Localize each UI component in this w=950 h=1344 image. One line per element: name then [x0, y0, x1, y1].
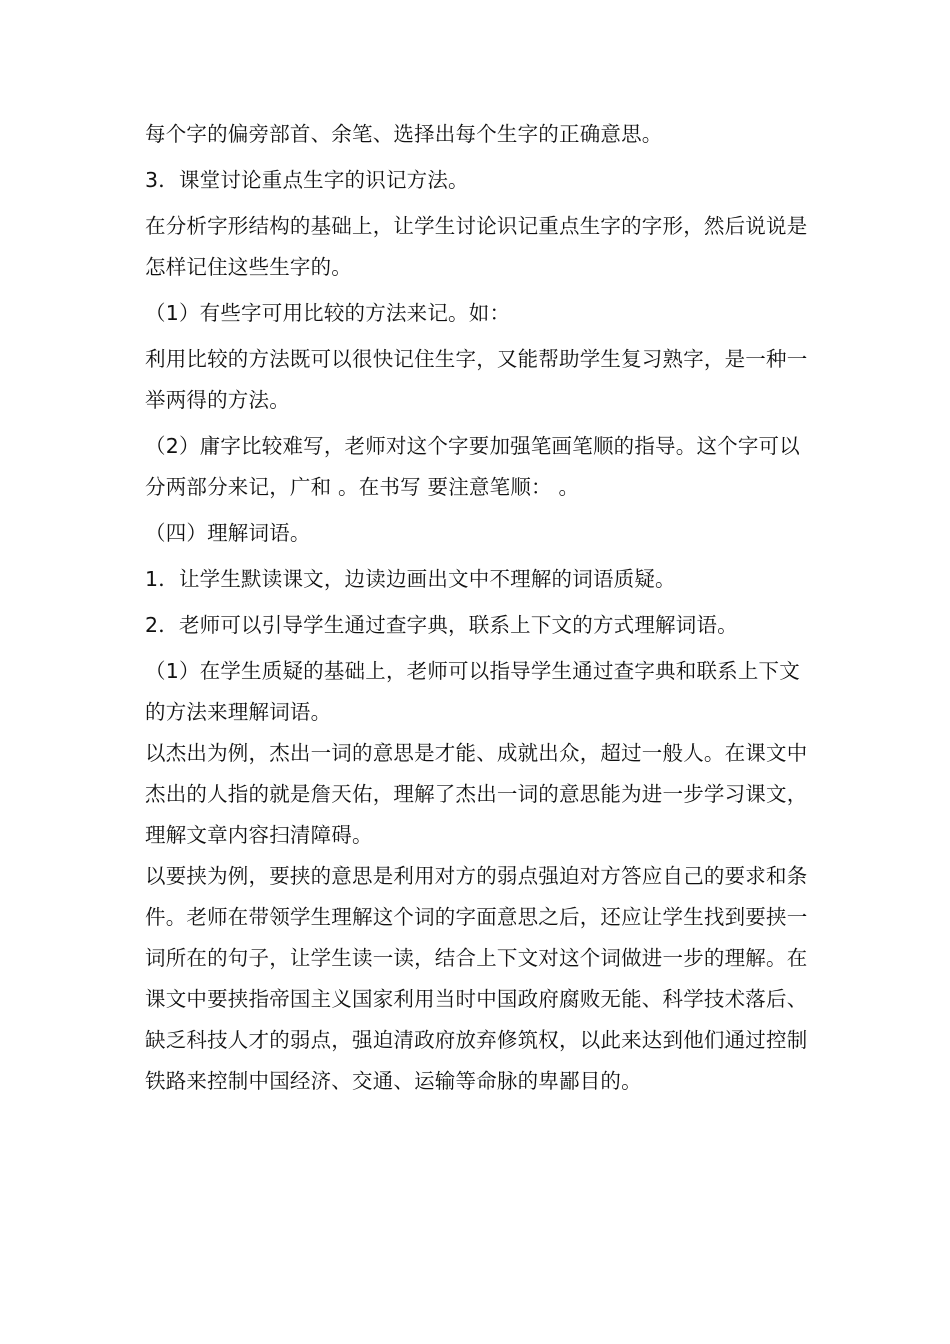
paragraph-4: （1）有些字可用比较的方法来记。如：	[145, 301, 511, 325]
document-body	[145, 114, 815, 1102]
paragraph-1: 每个字的偏旁部首、余笔、选择出每个生字的正确意思。	[145, 122, 663, 146]
paragraph-5: 利用比较的方法既可以很快记住生字，又能帮助学生复习熟字，是一种一举两得的方法。	[145, 347, 808, 412]
paragraph-9: 2．老师可以引导学生通过查字典，联系上下文的方式理解词语。	[145, 613, 738, 637]
paragraph-12: 以要挟为例，要挟的意思是利用对方的弱点强迫对方答应自己的要求和条件。老师在带领学生理解这个词的字面意思之后，还应让学生找到要挟一词所在的句子，让学生读一读，结合上下文对这个词做进一步的理解。在课文中要挟指帝国主义国家利用当时中国政府腐败无能、科学技术落后、缺乏科技人才的弱点，强迫清政府放弃修筑权，以此来达到他们通过控制铁路来控制中国经济、交通、运输等命脉的卑鄙目的。	[145, 864, 808, 1093]
paragraph-2: 3．课堂讨论重点生字的识记方法。	[145, 168, 469, 192]
paragraph-11: 以杰出为例，杰出一词的意思是才能、成就出众，超过一般人。在课文中杰出的人指的就是詹天佑，理解了杰出一词的意思能为进一步学习课文，理解文章内容扫清障碍。	[145, 741, 808, 847]
paragraph-3: 在分析字形结构的基础上，让学生讨论识记重点生字的字形，然后说说是怎样记住这些生字的。	[145, 214, 808, 279]
paragraph-8: 1．让学生默读课文，边读边画出文中不理解的词语质疑。	[145, 567, 676, 591]
paragraph-6: （2）庸字比较难写，老师对这个字要加强笔画笔顺的指导。这个字可以分两部分来记，广和 。在书写 要注意笔顺： 。	[145, 434, 800, 499]
paragraph-10: （1）在学生质疑的基础上，老师可以指导学生通过查字典和联系上下文的方法来理解词语。	[145, 659, 800, 724]
section-heading: （四）理解词语。	[145, 521, 311, 545]
